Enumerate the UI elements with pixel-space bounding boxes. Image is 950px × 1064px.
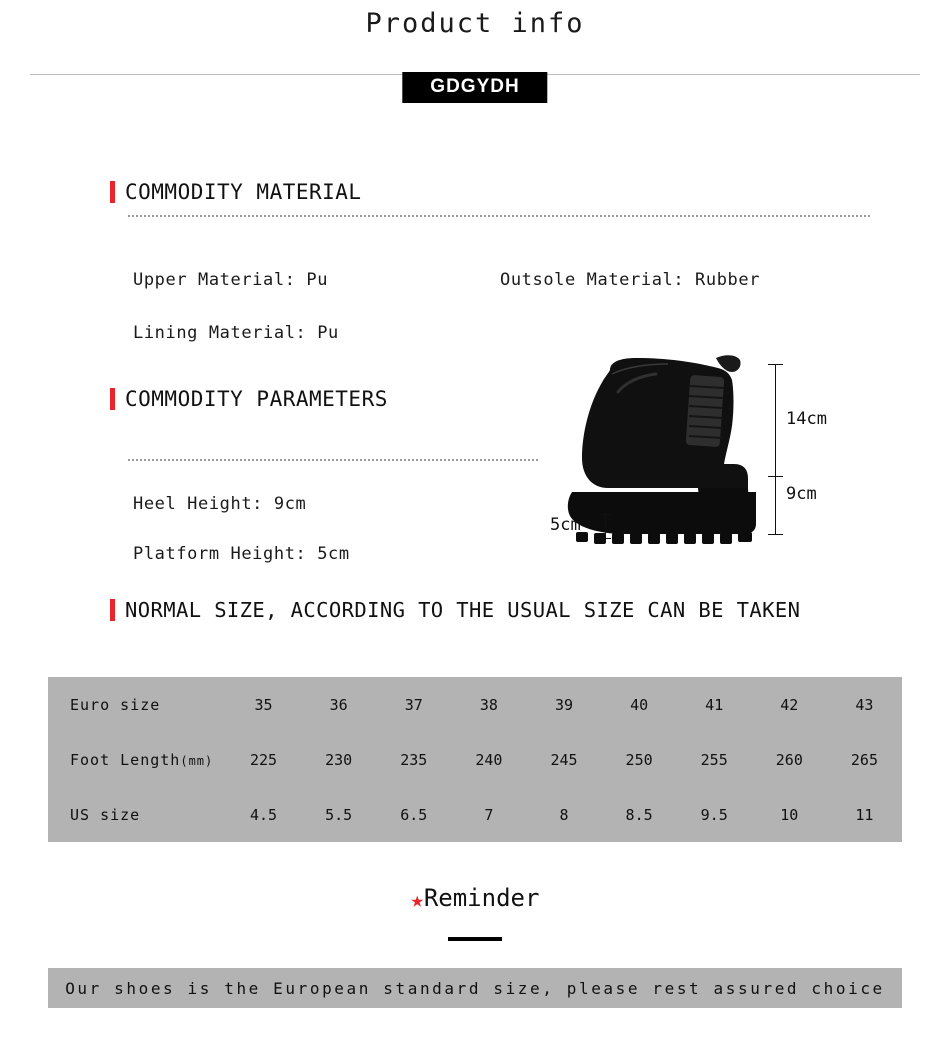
cell-foot-4: 245 bbox=[550, 750, 578, 769]
page-title: Product info bbox=[365, 8, 585, 39]
spec-heel-height: Heel Height: 9cm bbox=[133, 494, 307, 514]
cell-euro-2: 37 bbox=[404, 695, 423, 714]
row-label-us-size: US size bbox=[70, 805, 141, 824]
reminder-heading bbox=[0, 884, 950, 913]
cell-us-5: 8.5 bbox=[625, 805, 653, 824]
cell-us-6: 9.5 bbox=[700, 805, 728, 824]
accent-bar-icon bbox=[110, 599, 115, 621]
cell-foot-6: 255 bbox=[700, 750, 728, 769]
cell-euro-6: 41 bbox=[705, 695, 724, 714]
cell-foot-3: 240 bbox=[475, 750, 503, 769]
dimension-tick-platform-bottom bbox=[600, 538, 611, 539]
cell-foot-2: 235 bbox=[400, 750, 428, 769]
reminder-underline bbox=[448, 937, 502, 941]
normal-size-note bbox=[110, 598, 800, 622]
cell-us-1: 5.5 bbox=[325, 805, 353, 824]
dimension-label-heel: 9cm bbox=[786, 484, 817, 504]
cell-us-3: 7 bbox=[484, 805, 494, 824]
cell-us-4: 8 bbox=[559, 805, 569, 824]
section-heading-parameters-label: COMMODITY PARAMETERS bbox=[125, 387, 388, 411]
boot-diagram bbox=[548, 352, 848, 567]
dimension-label-platform: 5cm bbox=[550, 515, 581, 535]
cell-us-8: 11 bbox=[855, 805, 874, 824]
size-chart-table bbox=[48, 677, 902, 842]
table-row bbox=[48, 732, 902, 787]
normal-size-note-label: NORMAL SIZE, ACCORDING TO THE USUAL SIZE CAN BE TAKEN bbox=[125, 598, 801, 622]
dimension-line-platform bbox=[605, 514, 606, 538]
dimension-tick-bottom bbox=[768, 534, 783, 535]
accent-bar-icon bbox=[110, 388, 115, 410]
accent-bar-icon bbox=[110, 181, 115, 203]
reminder-label: Reminder bbox=[423, 884, 540, 912]
cell-euro-4: 39 bbox=[554, 695, 574, 714]
spec-platform-height: Platform Height: 5cm bbox=[133, 544, 350, 564]
cell-euro-1: 36 bbox=[329, 695, 348, 714]
section-heading-parameters bbox=[110, 387, 388, 411]
cell-foot-1: 230 bbox=[325, 750, 353, 769]
brand-badge: GDGYDH bbox=[402, 72, 547, 103]
section-heading-material-label: COMMODITY MATERIAL bbox=[125, 180, 362, 204]
spec-upper-material: Upper Material: Pu bbox=[133, 270, 329, 290]
row-label-foot-length: Foot Length(mm) bbox=[70, 750, 214, 769]
reminder-note-band bbox=[48, 968, 902, 1008]
dimension-line-shaft bbox=[775, 364, 776, 476]
cell-foot-0: 225 bbox=[250, 750, 278, 769]
section-heading-material bbox=[110, 180, 362, 204]
dotted-divider-material bbox=[128, 215, 870, 217]
cell-euro-3: 38 bbox=[479, 695, 498, 714]
star-icon: ★ bbox=[410, 888, 424, 913]
cell-foot-5: 250 bbox=[625, 750, 653, 769]
table-row bbox=[48, 677, 902, 732]
table-row bbox=[48, 787, 902, 842]
cell-euro-8: 43 bbox=[855, 695, 874, 714]
cell-euro-0: 35 bbox=[254, 695, 273, 714]
cell-foot-8: 265 bbox=[850, 750, 878, 769]
spec-outsole-material: Outsole Material: Rubber bbox=[500, 270, 761, 290]
dimension-tick-top bbox=[768, 364, 783, 365]
cell-foot-7: 260 bbox=[775, 750, 803, 769]
spec-lining-material: Lining Material: Pu bbox=[133, 323, 339, 343]
reminder-note-text: Our shoes is the European standard size, please rest assured choice bbox=[65, 978, 885, 998]
dotted-divider-parameters bbox=[128, 459, 538, 461]
dimension-label-shaft: 14cm bbox=[786, 409, 827, 429]
row-label-euro-size: Euro size bbox=[70, 695, 161, 714]
dimension-tick-platform-top bbox=[600, 514, 611, 515]
cell-us-2: 6.5 bbox=[400, 805, 428, 824]
cell-us-0: 4.5 bbox=[250, 805, 278, 824]
cell-euro-7: 42 bbox=[780, 695, 799, 714]
cell-euro-5: 40 bbox=[630, 695, 649, 714]
dimension-line-heel bbox=[775, 476, 776, 534]
cell-us-7: 10 bbox=[780, 805, 799, 824]
boot-illustration-icon bbox=[548, 352, 848, 567]
